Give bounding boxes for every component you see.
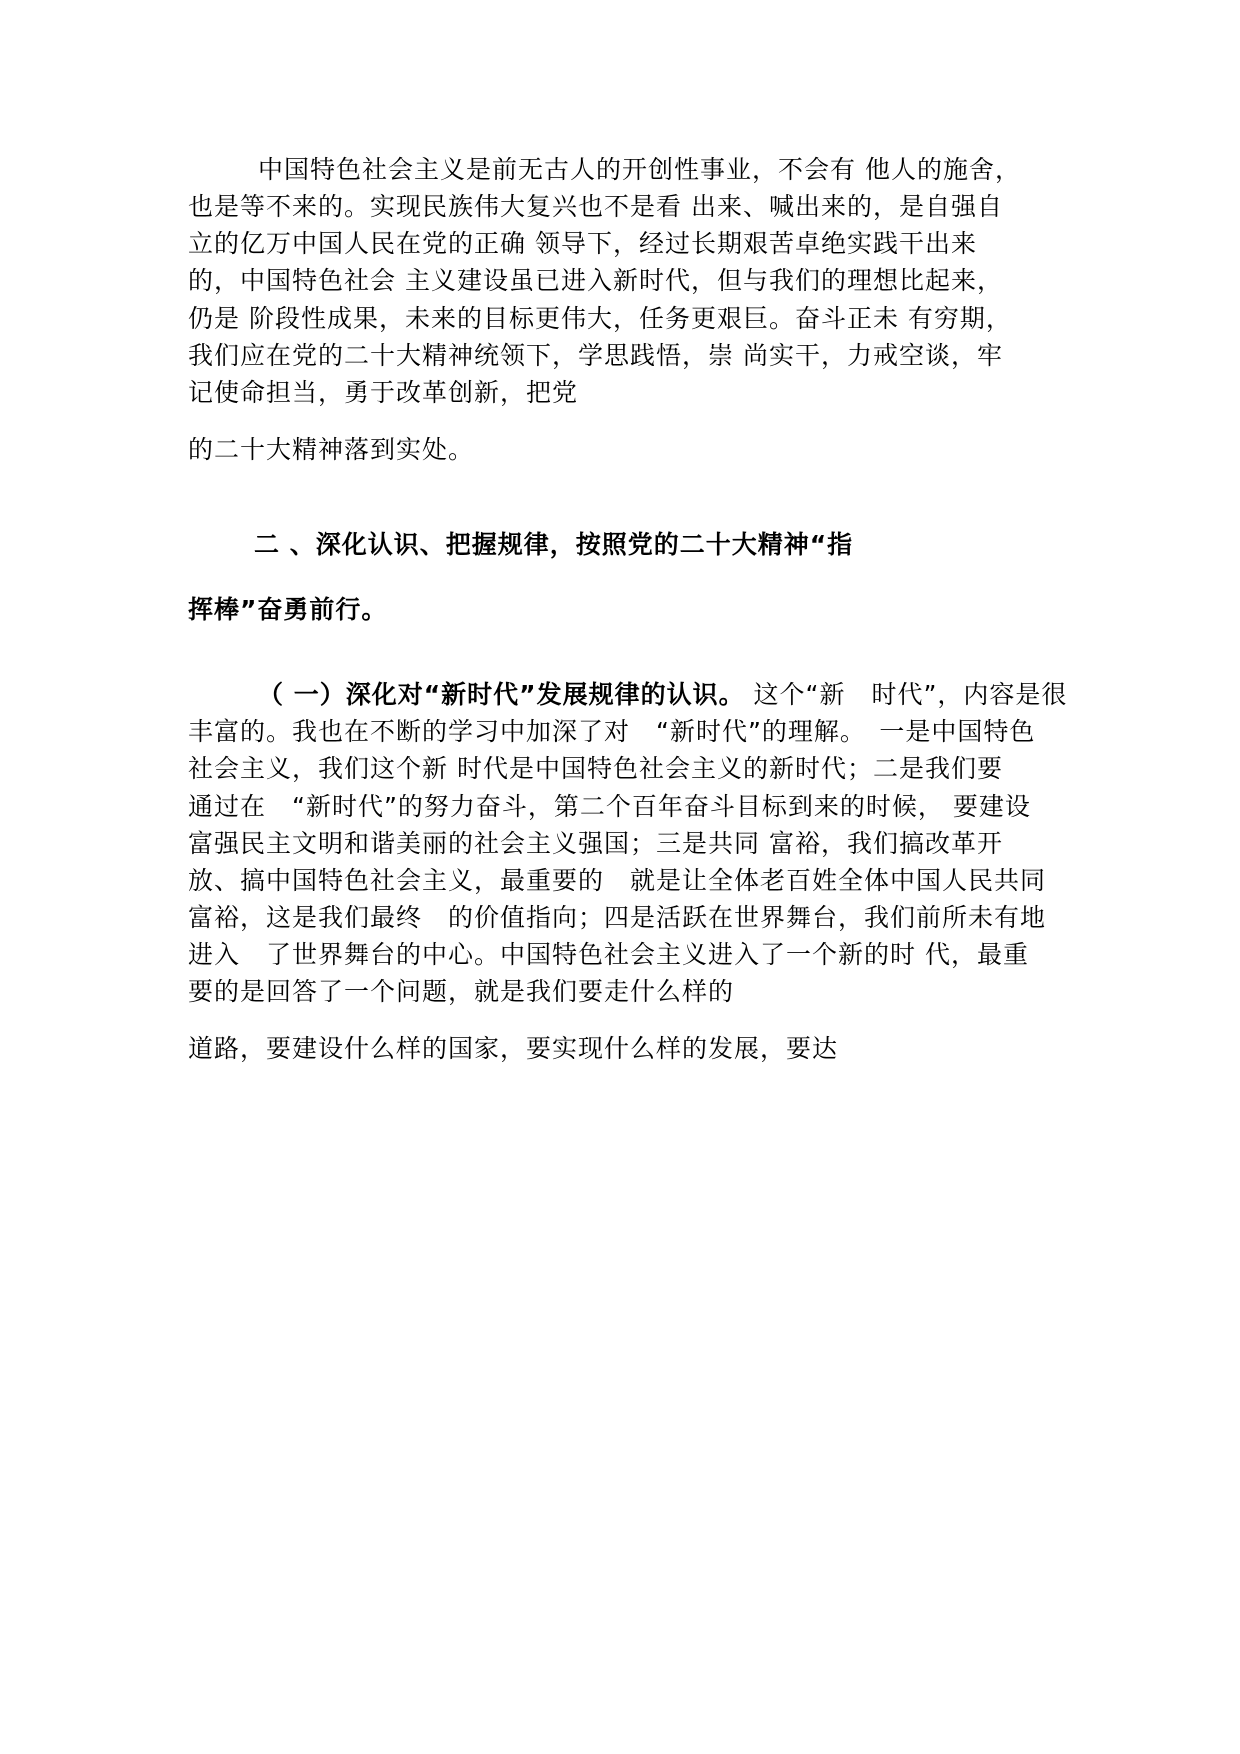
section-heading-line-2: 挥棒”奋勇前行。 [188,595,388,624]
paragraph-2-line-6: 放、搞中国特色社会主义，最重要的 就是让全体老百姓全体中国人民共同 [188,866,1047,895]
paragraph-2-line-2: 丰富的。我也在不断的学习中加深了对 “新时代”的理解。 一是中国特色 [188,717,1036,746]
paragraph-2-line-4: 通过在 “新时代”的努力奋斗，第二个百年奋斗目标到来的时候， 要建设 [188,792,1031,821]
paragraph-1-line-7: 记使命担当，勇于改革创新，把党 [188,378,579,407]
paragraph-2-line-3: 社会主义，我们这个新 时代是中国特色社会主义的新时代；二是我们要 [188,754,1003,783]
section-heading-line-1: 二 、深化认识、把握规律，按照党的二十大精神“指 [254,530,854,559]
subsection-title: （ 一）深化对“新时代”发展规律的认识。 [258,680,745,709]
paragraph-2-line-7: 富裕，这是我们最终 的价值指向；四是活跃在世界舞台，我们前所未有地 [188,903,1047,932]
paragraph-1-line-2: 也是等不来的。实现民族伟大复兴也不是看 出来、喊出来的，是自强自 [188,192,1003,221]
paragraph-1-line-6: 我们应在党的二十大精神统领下，学思践悟，崇 尚实干，力戒空谈，牢 [188,341,1003,370]
paragraph-2-line-10: 道路，要建设什么样的国家，要实现什么样的发展，要达 [188,1034,839,1063]
paragraph-1-line-4: 的，中国特色社会 主义建设虽已进入新时代，但与我们的理想比起来， [188,266,1003,295]
paragraph-1-line-8: 的二十大精神落到实处。 [188,435,475,464]
paragraph-2-line-9: 要的是回答了一个问题，就是我们要走什么样的 [188,977,735,1006]
paragraph-2-line-1 [258,675,1067,715]
paragraph-2-line-5: 富强民主文明和谐美丽的社会主义强国；三是共同 富裕，我们搞改革开 [188,829,1003,858]
paragraph-1-line-5: 仍是 阶段性成果，未来的目标更伟大，任务更艰巨。奋斗正未 有穷期， [188,304,1012,333]
paragraph-2-lead-text: 这个“新 时代”，内容是很 [744,680,1068,709]
paragraph-1-line-1: 中国特色社会主义是前无古人的开创性事业，不会有 他人的施舍， [258,155,1021,184]
paragraph-1-line-3: 立的亿万中国人民在党的正确 领导下，经过长期艰苦卓绝实践干出来 [188,229,977,258]
paragraph-2-line-8: 进入 了世界舞台的中心。中国特色社会主义进入了一个新的时 代，最重 [188,940,1029,969]
